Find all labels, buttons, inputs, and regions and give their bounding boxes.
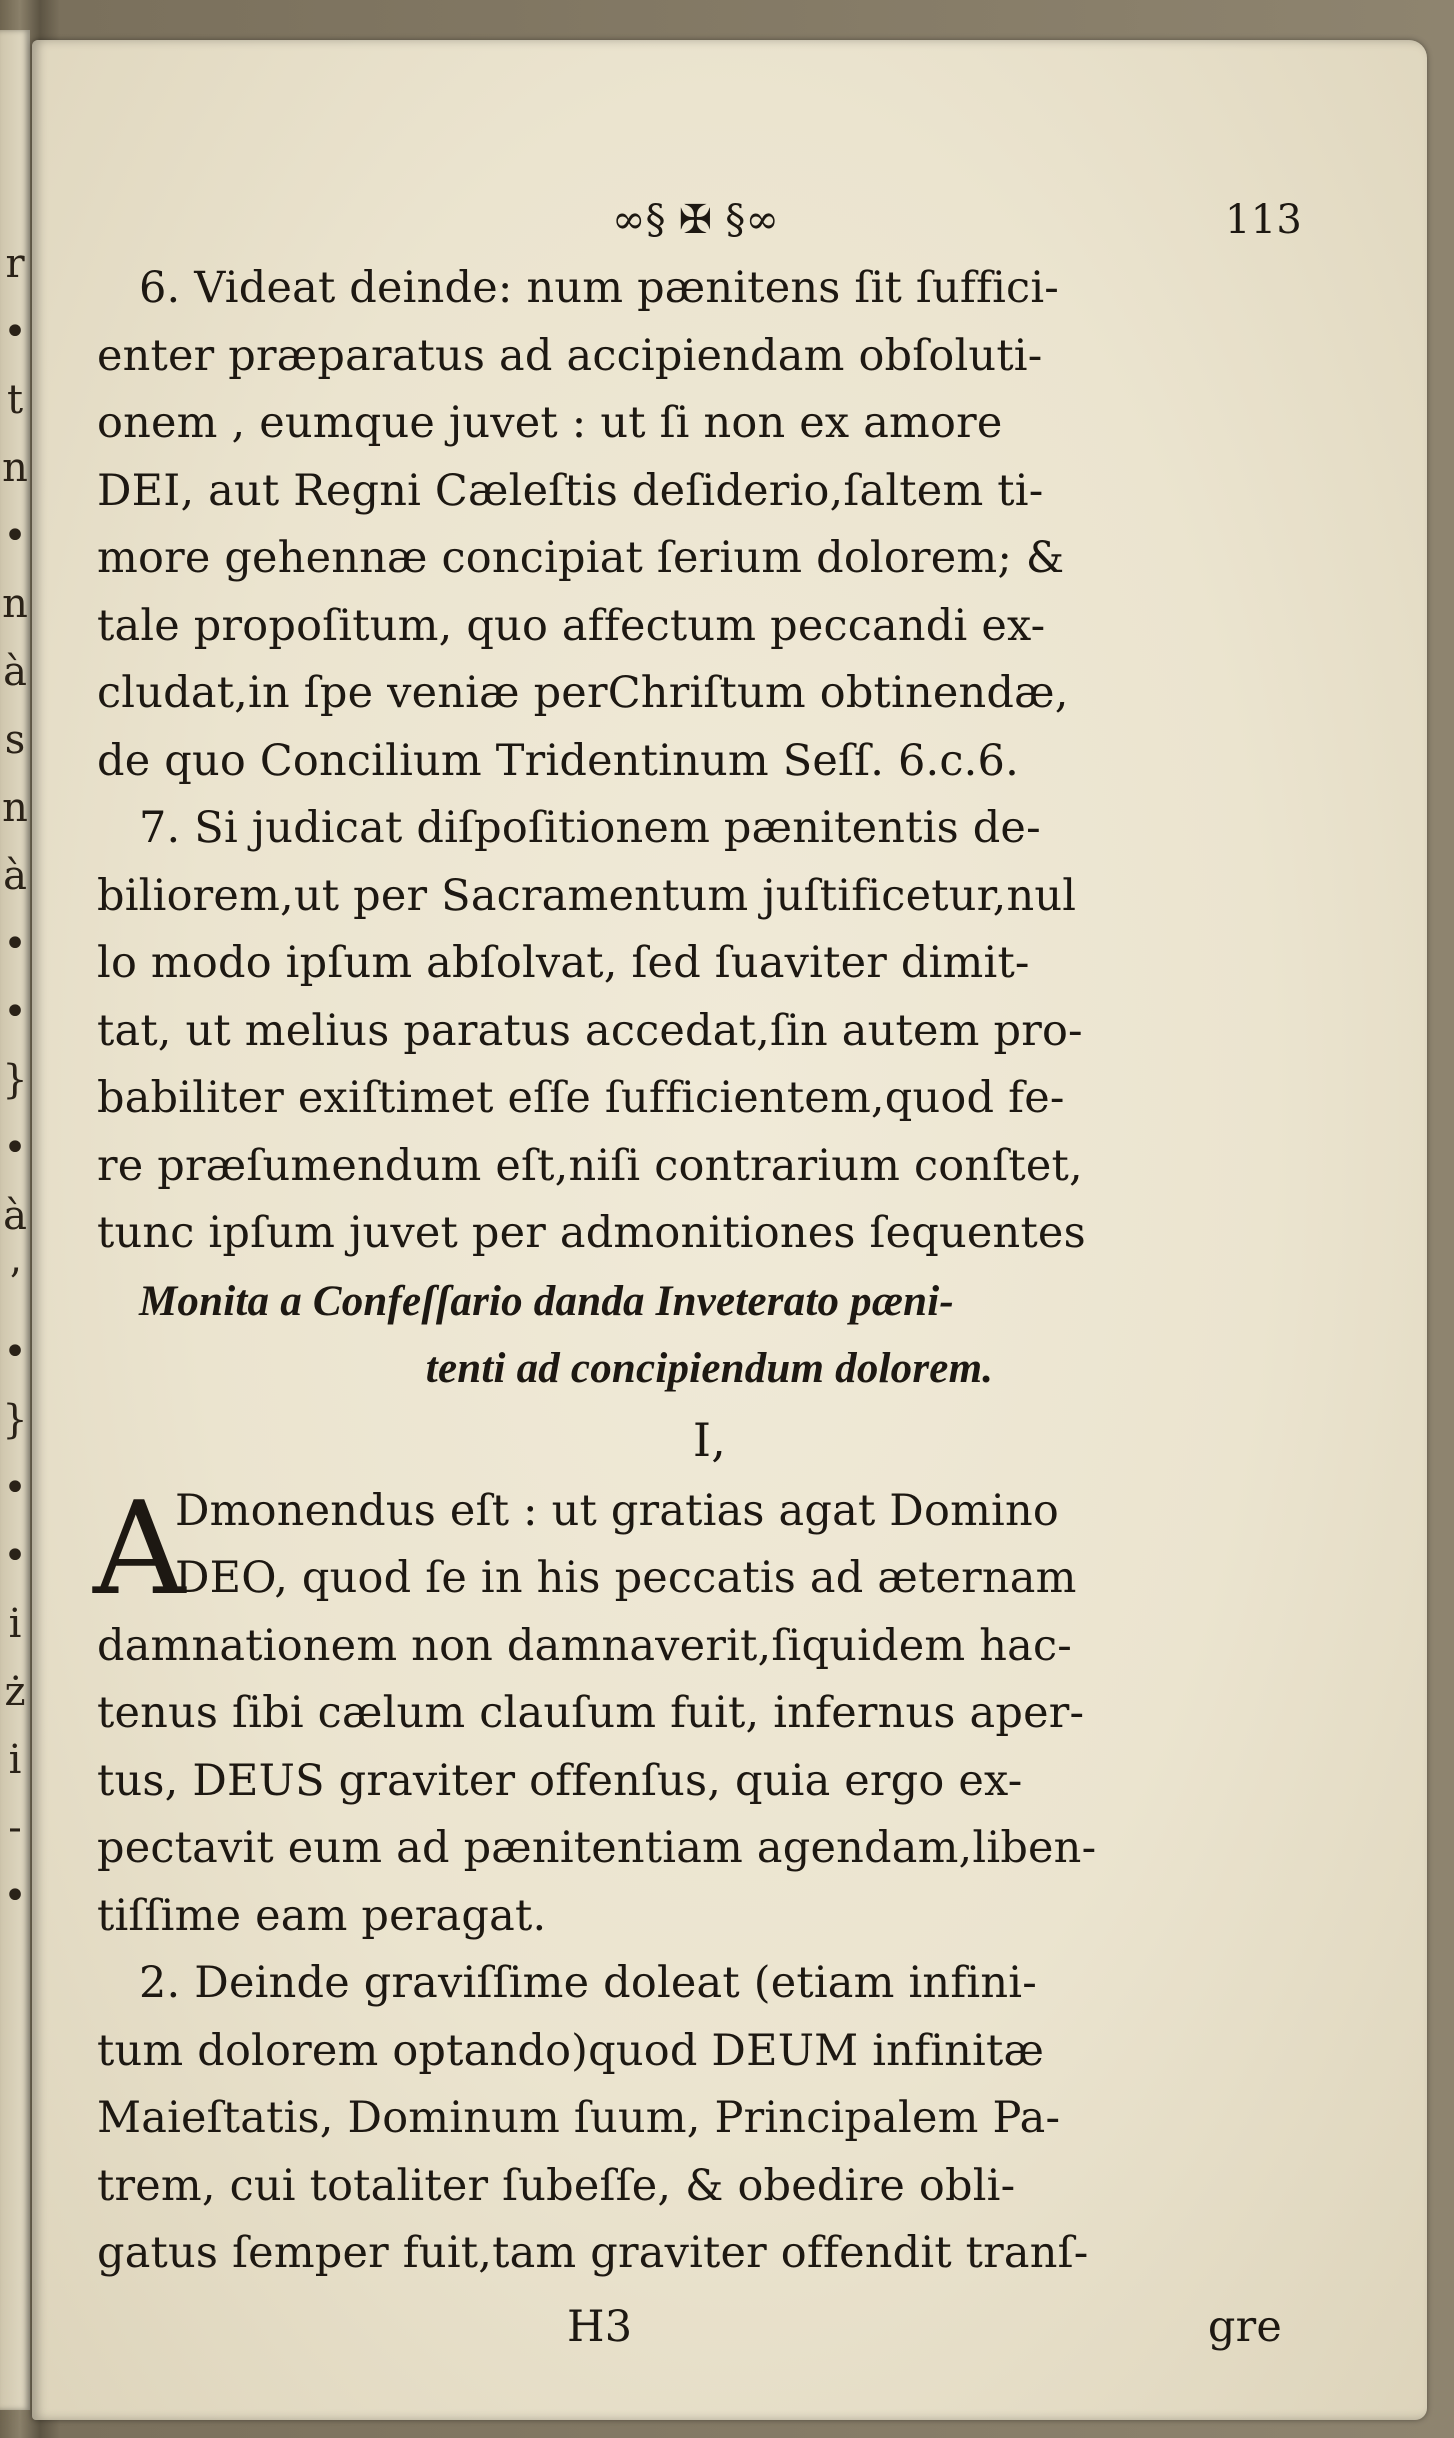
edge-mark: •: [3, 1533, 27, 1579]
monita-heading: [97, 1268, 1322, 1403]
edge-mark: •: [3, 309, 27, 355]
edge-mark: •: [3, 513, 27, 559]
page-footer: [97, 2292, 1322, 2362]
text-line: cludat,in ſpe veniæ perChriſtum obtinendæ,: [97, 668, 1069, 718]
header-ornament: ∞§ ✠ §∞: [612, 197, 779, 243]
text-line: biliorem,ut per Sacramentum juſtificetur,nul: [97, 870, 1077, 921]
section-number: I,: [692, 1412, 727, 1467]
text-line: trem, cui totaliter ſubeſſe, & obedire obli-: [97, 2160, 1016, 2211]
text-line: tale propoſitum, quo affectum peccandi ex-: [97, 600, 1046, 651]
text-line: tat, ut melius paratus accedat,ſin autem pro-: [97, 1005, 1083, 1056]
text-line: Dmonendus eſt : ut gratias agat Domino: [175, 1485, 1059, 1536]
text-line: tenus ſibi cælum clauſum fuit, infernus aper-: [97, 1688, 1085, 1738]
page-number: 113: [1225, 197, 1302, 243]
edge-mark: à: [3, 853, 27, 899]
heading-line: Monita a Confeſſario danda Inveterato pæni-: [139, 1277, 954, 1325]
text-line: 2. Deinde graviſſime doleat (etiam infini-: [139, 1958, 1037, 2008]
text-line: DEO, quod ſe in his peccatis ad æternam: [175, 1553, 1077, 1603]
text-line: onem , eumque juvet : ut ſi non ex amore: [97, 398, 1003, 448]
text-line: re præſumendum eſt,niſi contrarium conſtet,: [97, 1140, 1083, 1191]
edge-mark: -: [8, 1805, 22, 1851]
text-line: lo modo ipſum abſolvat, ſed ſuaviter dimit-: [97, 938, 1030, 988]
edge-mark: r: [5, 241, 25, 287]
text-line: tum dolorem optando)quod DEUM infinitæ: [97, 2025, 1045, 2076]
edge-mark: i: [8, 1601, 22, 1647]
text-line: 7. Si judicat diſpoſitionem pænitentis de-: [139, 803, 1041, 853]
edge-mark: n: [2, 785, 28, 831]
edge-mark: à: [3, 1193, 27, 1239]
edge-mark: •: [3, 1329, 27, 1375]
running-header: [97, 185, 1322, 255]
text-line: more gehennæ concipiat ſerium dolorem; &: [97, 533, 1065, 583]
edge-mark: s: [4, 717, 26, 763]
text-line: tunc ipſum juvet per admonitiones ſequentes: [97, 1208, 1086, 1258]
drop-cap: A: [93, 1474, 186, 1624]
previous-page-edge-letters: [2, 230, 28, 1930]
edge-mark: •: [3, 921, 27, 967]
edge-mark: ’: [8, 1261, 22, 1307]
paragraph-6: [97, 255, 1322, 795]
edge-mark: ż: [4, 1669, 26, 1715]
text-line: Maieſtatis, Dominum ſuum, Principalem Pa-: [97, 2093, 1061, 2143]
edge-mark: •: [3, 1125, 27, 1171]
edge-mark: n: [2, 581, 28, 627]
page-text-block: [93, 185, 1322, 2362]
paragraph-2: [97, 1950, 1322, 2288]
text-line: DEI, aut Regni Cæleſtis deſiderio,ſaltem ti-: [97, 465, 1044, 516]
edge-mark: •: [3, 989, 27, 1035]
edge-mark: à: [3, 649, 27, 695]
text-line: 6. Videat deinde: num pænitens ſit ſuffici-: [139, 263, 1059, 313]
section-1-paragraph: [93, 1474, 1322, 1951]
text-line: de quo Concilium Tridentinum Seſſ. 6.c.6.: [97, 735, 1019, 786]
edge-mark: n: [2, 445, 28, 491]
edge-mark: •: [3, 1873, 27, 1919]
paragraph-7: [97, 795, 1322, 1268]
signature-mark: H3: [567, 2301, 633, 2352]
previous-page-edge: [0, 30, 30, 2410]
edge-mark: }: [2, 1057, 28, 1103]
catchword: gre: [1207, 2301, 1282, 2352]
edge-mark: •: [3, 1465, 27, 1511]
book-page: [32, 40, 1427, 2420]
text-line: tiſſime eam peragat.: [97, 1890, 547, 1941]
edge-mark: i: [8, 1737, 22, 1783]
text-line: gatus ſemper fuit,tam graviter offendit tranſ-: [97, 2228, 1089, 2278]
text-line: damnationem non damnaverit,ſiquidem hac-: [97, 1620, 1072, 1671]
edge-mark: }: [2, 1397, 28, 1443]
text-line: pectavit eum ad pænitentiam agendam,liben-: [97, 1823, 1097, 1873]
text-line: tus, DEUS graviter offenſus, quia ergo ex-: [97, 1755, 1023, 1806]
text-line: babiliter exiſtimet eſſe ſufficientem,quod fe-: [97, 1073, 1065, 1123]
text-line: enter præparatus ad accipiendam obſoluti-: [97, 330, 1043, 381]
edge-mark: t: [6, 377, 24, 423]
heading-line: tenti ad concipiendum dolorem.: [425, 1345, 994, 1392]
